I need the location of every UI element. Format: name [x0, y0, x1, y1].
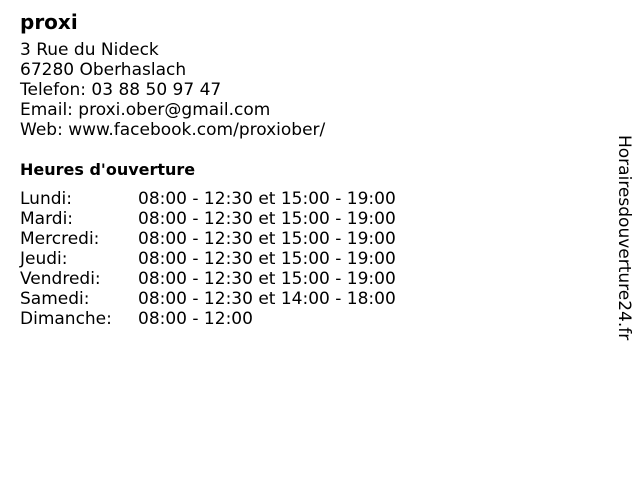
address-line-1: 3 Rue du Nideck: [20, 40, 159, 60]
hours-row-wednesday: [20, 229, 396, 249]
business-name: proxi: [20, 10, 78, 34]
time-range: 08:00 - 12:30 et 14:00 - 18:00: [138, 289, 396, 309]
hours-row-sunday: [20, 309, 396, 329]
hours-row-tuesday: [20, 209, 396, 229]
day-label: Lundi:: [20, 189, 72, 209]
day-label: Dimanche:: [20, 309, 112, 329]
time-range: 08:00 - 12:00: [138, 309, 253, 329]
day-label: Mardi:: [20, 209, 74, 229]
day-label: Samedi:: [20, 289, 90, 309]
side-brand-text: Horairesdouverture24.fr: [614, 135, 634, 341]
day-label: Mercredi:: [20, 229, 100, 249]
web-line: Web: www.facebook.com/proxiober/: [20, 120, 326, 140]
address-line-2: 67280 Oberhaslach: [20, 60, 187, 80]
hours-table: [20, 189, 396, 329]
time-range: 08:00 - 12:30 et 15:00 - 19:00: [138, 209, 396, 229]
email-line: Email: proxi.ober@gmail.com: [20, 100, 271, 120]
hours-row-friday: [20, 269, 396, 289]
time-range: 08:00 - 12:30 et 15:00 - 19:00: [138, 269, 396, 289]
business-card: [20, 10, 396, 329]
contact-block: [20, 40, 396, 140]
time-range: 08:00 - 12:30 et 15:00 - 19:00: [138, 249, 396, 269]
hours-row-thursday: [20, 249, 396, 269]
hours-row-monday: [20, 189, 396, 209]
time-range: 08:00 - 12:30 et 15:00 - 19:00: [138, 189, 396, 209]
hours-row-saturday: [20, 289, 396, 309]
hours-heading: Heures d'ouverture: [20, 160, 196, 179]
time-range: 08:00 - 12:30 et 15:00 - 19:00: [138, 229, 396, 249]
phone-line: Telefon: 03 88 50 97 47: [20, 80, 222, 100]
day-label: Jeudi:: [20, 249, 68, 269]
day-label: Vendredi:: [20, 269, 101, 289]
